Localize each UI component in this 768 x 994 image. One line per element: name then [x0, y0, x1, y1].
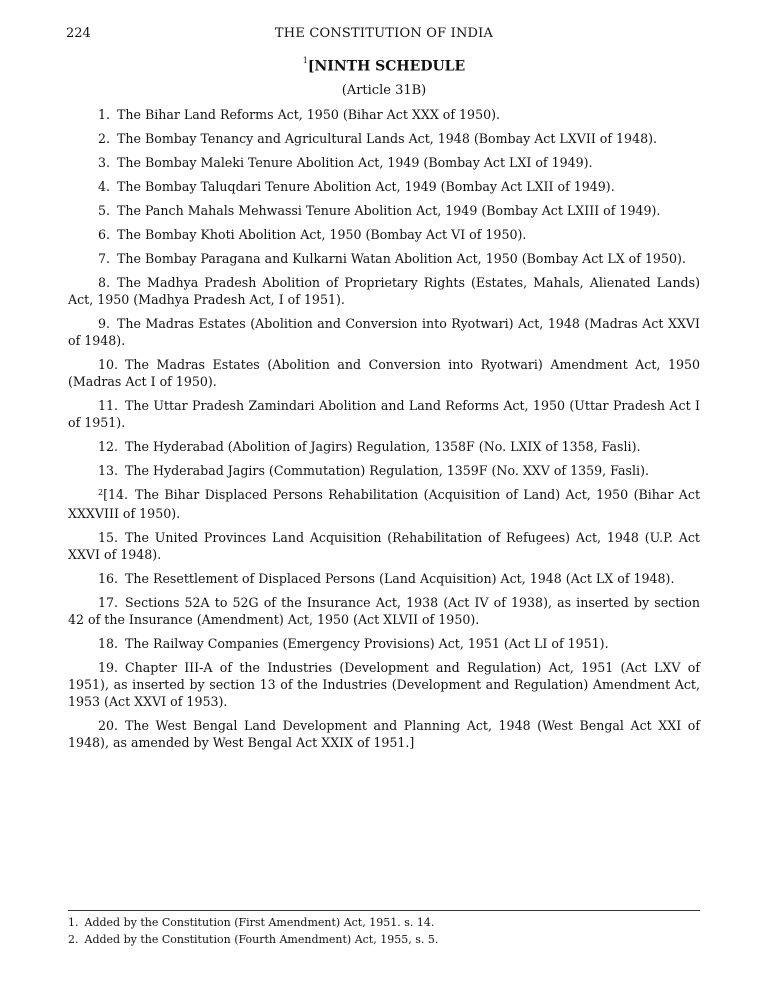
page-number: 224	[66, 26, 91, 41]
running-header	[66, 26, 702, 44]
schedule-entries	[68, 106, 700, 758]
footnote	[68, 914, 700, 931]
schedule-entry	[68, 635, 700, 652]
entry-text: The Madras Estates (Abolition and Conversion into Ryotwari) Act, 1948 (Madras Act XXVI of 1948).	[68, 316, 700, 348]
entry-text: The United Provinces Land Acquisition (Rehabilitation of Refugees) Act, 1948 (U.P. Act XXVI of 1948).	[68, 530, 700, 562]
schedule-entry	[68, 154, 700, 171]
entry-text: Chapter III-A of the Industries (Development and Regulation) Act, 1951 (Act LXV of 1951), as inserted by section 13 of the Industries (Development and Regulation) Amendment Act, 1953 (Act XXVI of 1953).	[68, 660, 700, 709]
footnote-mark: 1	[302, 56, 308, 65]
schedule-entry	[68, 594, 700, 628]
entry-number: 8.	[98, 275, 111, 290]
entry-text: The Bombay Taluqdari Tenure Abolition Act, 1949 (Bombay Act LXII of 1949).	[117, 179, 615, 194]
entry-number: 17.	[98, 595, 119, 610]
schedule-entry	[68, 274, 700, 308]
entry-number: 15.	[98, 530, 119, 545]
entry-text: The Bihar Land Reforms Act, 1950 (Bihar Act XXX of 1950).	[117, 107, 501, 122]
entry-text: The Madhya Pradesh Abolition of Proprietary Rights (Estates, Mahals, Alienated Lands) Act, 1950 (Madhya Pradesh Act, I of 1951).	[68, 275, 700, 307]
entry-number: 5.	[98, 203, 111, 218]
schedule-entry	[68, 130, 700, 147]
schedule-entry	[68, 202, 700, 219]
entry-number: 1.	[98, 107, 111, 122]
schedule-entry	[68, 717, 700, 751]
footnote-text: Added by the Constitution (First Amendment) Act, 1951. s. 14.	[84, 916, 435, 929]
entry-text: The Hyderabad Jagirs (Commutation) Regulation, 1359F (No. XXV of 1359, Fasli).	[125, 463, 649, 478]
schedule-entry	[68, 659, 700, 710]
article-reference: (Article 31B)	[341, 83, 427, 98]
entry-text: The Panch Mahals Mehwassi Tenure Abolition Act, 1949 (Bombay Act LXIII of 1949).	[117, 203, 661, 218]
schedule-entry	[68, 106, 700, 123]
schedule-entry	[68, 462, 700, 479]
footnote-number: 2.	[68, 933, 79, 946]
entry-text: The Bihar Displaced Persons Rehabilitation (Acquisition of Land) Act, 1950 (Bihar Act XXXVIII of 1950).	[68, 487, 700, 521]
entry-text: The Hyderabad (Abolition of Jagirs) Regulation, 1358F (No. LXIX of 1358, Fasli).	[125, 439, 641, 454]
schedule-entry	[68, 178, 700, 195]
entry-number: 10.	[98, 357, 119, 372]
footnote-mark: 2	[98, 488, 104, 497]
entry-text: The Bombay Tenancy and Agricultural Lands Act, 1948 (Bombay Act LXVII of 1948).	[117, 131, 658, 146]
schedule-entry	[68, 570, 700, 587]
schedule-entry	[68, 315, 700, 349]
entry-number: [14.	[103, 487, 129, 502]
schedule-entry	[68, 486, 700, 522]
entry-text: The Bombay Maleki Tenure Abolition Act, 1949 (Bombay Act LXI of 1949).	[117, 155, 593, 170]
entry-number: 11.	[98, 398, 119, 413]
entry-number: 2.	[98, 131, 111, 146]
schedule-entry	[68, 356, 700, 390]
entry-number: 18.	[98, 636, 119, 651]
schedule-entry	[68, 397, 700, 431]
entry-text: The Resettlement of Displaced Persons (Land Acquisition) Act, 1948 (Act LX of 1948).	[125, 571, 675, 586]
entry-number: 3.	[98, 155, 111, 170]
entry-text: The Railway Companies (Emergency Provisions) Act, 1951 (Act LI of 1951).	[125, 636, 609, 651]
footnote-number: 1.	[68, 916, 79, 929]
entry-number: 4.	[98, 179, 111, 194]
schedule-title-text: [NINTH SCHEDULE	[307, 58, 466, 75]
schedule-entry	[68, 226, 700, 243]
running-title: THE CONSTITUTION OF INDIA	[274, 26, 494, 41]
schedule-entry	[68, 529, 700, 563]
schedule-entry	[68, 250, 700, 267]
footnotes	[68, 914, 700, 948]
entry-number: 16.	[98, 571, 119, 586]
entry-number: 9.	[98, 316, 111, 331]
entry-number: 19.	[98, 660, 119, 675]
entry-text: The Bombay Paragana and Kulkarni Watan Abolition Act, 1950 (Bombay Act LX of 1950).	[117, 251, 686, 266]
footnote	[68, 931, 700, 948]
schedule-entry	[68, 438, 700, 455]
entry-text: The Uttar Pradesh Zamindari Abolition and Land Reforms Act, 1950 (Uttar Pradesh Act I of 1951).	[68, 398, 700, 430]
entry-text: The West Bengal Land Development and Planning Act, 1948 (West Bengal Act XXI of 1948), as amended by West Bengal Act XXIX of 1951.]	[68, 718, 700, 750]
footnote-text: Added by the Constitution (Fourth Amendment) Act, 1955, s. 5.	[84, 933, 439, 946]
entry-number: 13.	[98, 463, 119, 478]
entry-text: The Bombay Khoti Abolition Act, 1950 (Bombay Act VI of 1950).	[117, 227, 527, 242]
entry-text: Sections 52A to 52G of the Insurance Act, 1938 (Act IV of 1938), as inserted by section 42 of the Insurance (Amendment) Act, 1950 (Act XLVII of 1950).	[68, 595, 700, 627]
entry-text: The Madras Estates (Abolition and Conversion into Ryotwari) Amendment Act, 1950 (Madras Act I of 1950).	[68, 357, 700, 389]
entry-number: 12.	[98, 439, 119, 454]
entry-number: 6.	[98, 227, 111, 242]
entry-number: 20.	[98, 718, 119, 733]
schedule-title	[0, 58, 768, 75]
footnote-divider	[68, 910, 700, 911]
entry-number: 7.	[98, 251, 111, 266]
